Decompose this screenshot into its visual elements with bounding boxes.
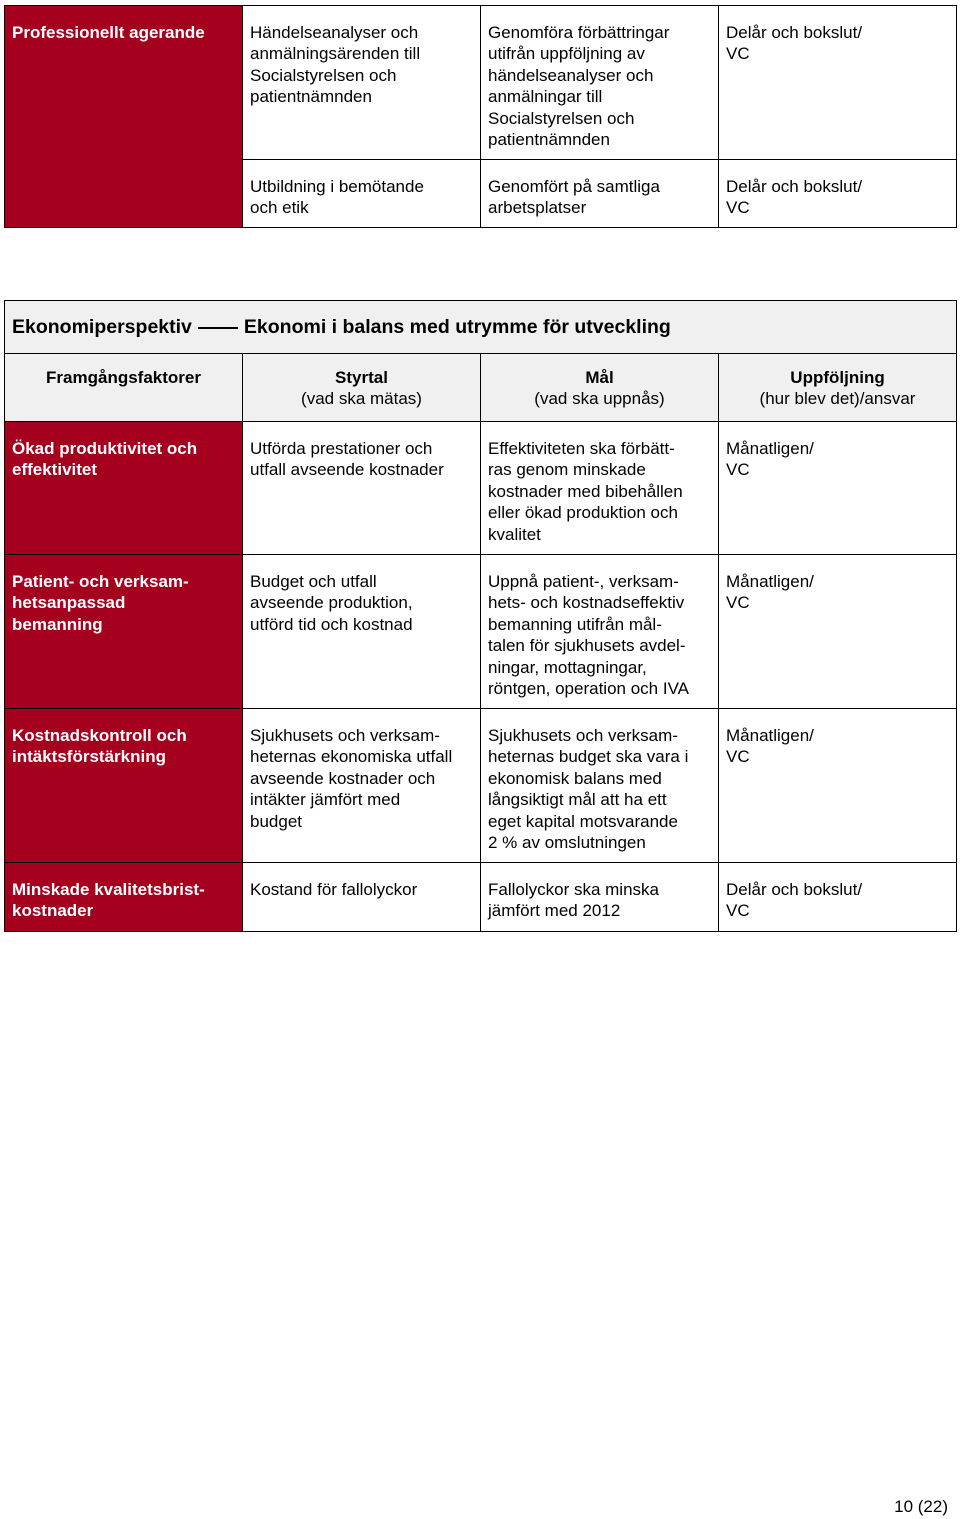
table-row (5, 6, 957, 160)
header-factors (5, 354, 243, 422)
table-row (5, 422, 957, 555)
goal-cell: Effektiviteten ska förbätt- ras genom minskade kostnader med bibehållen eller ökad produktion och kvalitet (481, 422, 719, 555)
table-row (5, 555, 957, 709)
header-factors-title: Framgångsfaktorer (46, 368, 201, 387)
measure-cell: Sjukhusets och verksam- heternas ekonomiska utfall avseende kostnader och intäkter jämfört med budget (243, 709, 481, 863)
measure-cell: Händelseanalyser och anmälningsärenden till Socialstyrelsen och patientnämnden (243, 6, 481, 160)
section-dash (198, 327, 238, 329)
header-row (5, 354, 957, 422)
success-factor-cell: Kostnadskontroll och intäktsförstärkning (5, 709, 243, 863)
section-title: Ekonomiperspektiv (12, 316, 192, 338)
goal-cell: Uppnå patient-, verksam- hets- och kostnadseffektiv bemanning utifrån mål- talen för sjukhusets avdel- ningar, mottagningar, röntgen, operation och IVA (481, 555, 719, 709)
header-measures (243, 354, 481, 422)
goal-cell: Genomföra förbättringar utifrån uppföljning av händelseanalyser och anmälningar till Socialstyrelsen och patientnämnden (481, 6, 719, 160)
header-goals-sub: (vad ska uppnås) (534, 389, 665, 409)
header-followup-sub: (hur blev det)/ansvar (759, 389, 916, 409)
success-factor-cell: Minskade kvalitetsbrist- kostnader (5, 863, 243, 932)
header-measures-title: Styrtal (335, 368, 388, 387)
followup-cell: Delår och bokslut/ VC (719, 6, 957, 160)
table-row (5, 863, 957, 932)
header-followup (719, 354, 957, 422)
economy-table (4, 300, 957, 932)
goal-cell: Genomfört på samtliga arbetsplatser (481, 160, 719, 228)
header-goals-title: Mål (585, 368, 614, 387)
header-goals (481, 354, 719, 422)
page-number: 10 (22) (894, 1497, 948, 1516)
measure-cell: Utbildning i bemötande och etik (243, 160, 481, 228)
section-heading (5, 301, 957, 354)
table-row (5, 709, 957, 863)
section-row (5, 301, 957, 354)
success-factor-cell: Ökad produktivitet och effektivitet (5, 422, 243, 555)
measure-cell: Kostand för fallolyckor (243, 863, 481, 932)
section-subtitle: Ekonomi i balans med utrymme för utveckling (243, 316, 671, 338)
measure-cell: Utförda prestationer och utfall avseende kostnader (243, 422, 481, 555)
followup-cell: Månatligen/ VC (719, 555, 957, 709)
quality-table (4, 5, 957, 228)
followup-cell: Månatligen/ VC (719, 422, 957, 555)
goal-cell: Fallolyckor ska minska jämfört med 2012 (481, 863, 719, 932)
success-factor-cell: Patient- och verksam- hetsanpassad bemanning (5, 555, 243, 709)
followup-cell: Delår och bokslut/ VC (719, 863, 957, 932)
followup-cell: Delår och bokslut/ VC (719, 160, 957, 228)
header-measures-sub: (vad ska mätas) (301, 389, 422, 409)
goal-cell: Sjukhusets och verksam- heternas budget ska vara i ekonomisk balans med långsiktigt mål att ha ett eget kapital motsvarande 2 % av omslutningen (481, 709, 719, 863)
measure-cell: Budget och utfall avseende produktion, utförd tid och kostnad (243, 555, 481, 709)
followup-cell: Månatligen/ VC (719, 709, 957, 863)
header-followup-title: Uppföljning (790, 368, 885, 387)
success-factor-cell: Professionellt agerande (5, 6, 243, 228)
